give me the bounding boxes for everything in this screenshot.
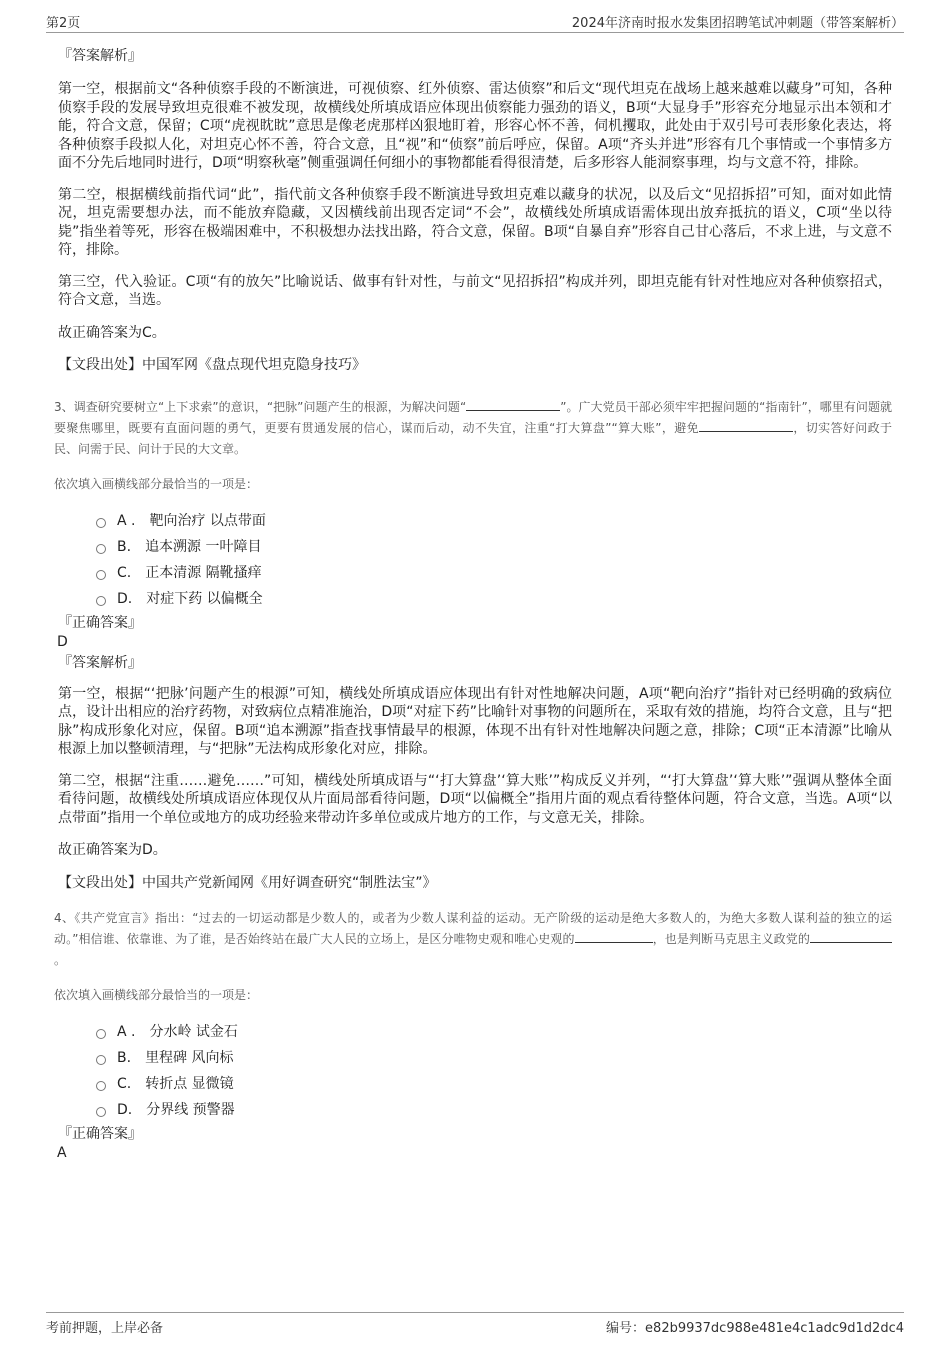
- q3-stem-b: ”。广大党员干部必须牢牢把握问题的“指南针”，哪里有问题就要聚焦哪里，既要有直面问题的勇气，更要有贯通发展的信心，谋而后动，动不失宜，注重“打大算盘”“算大账”，避免: [54, 399, 892, 435]
- q3-source: 【文段出处】中国共产党新闻网《用好调查研究“制胜法宝”》: [58, 874, 437, 891]
- page-header: [46, 10, 904, 33]
- q3-analysis-label: 『答案解析』: [58, 654, 142, 671]
- q4-stem-b: ，也是判断马克思主义政党的: [652, 932, 810, 946]
- document-title: 2024年济南时报水发集团招聘笔试冲刺题（带答案解析）: [571, 16, 904, 31]
- q4-answer: A: [57, 1145, 67, 1161]
- q3-stem-a: 3、调查研究要树立“上下求索”的意识，“把脉”问题产生的根源，为解决问题“: [54, 399, 467, 414]
- q2-analysis-label: 『答案解析』: [58, 48, 142, 64]
- radio-icon[interactable]: [96, 544, 106, 554]
- q4-option-c[interactable]: C. 转折点 显微镜: [96, 1071, 892, 1097]
- document-code-value: e82b9937dc988e481e4c1adc9d1d2dc4: [645, 1321, 904, 1336]
- q4-stem-a: 4、《共产党宣言》指出：“过去的一切运动都是少数人的，或者为少数人谋利益的运动。无产阶级的运动是绝大多数人的，为绝大多数人谋利益的独立的运动。”相信谁、依靠谁、为了谁，是否始终站在最广大人民的立场上，是区分唯物史观和唯心史观的: [54, 911, 892, 946]
- q2-conclusion: 故正确答案为C。: [58, 324, 166, 341]
- q3-blank-1: [466, 410, 560, 411]
- document-code-label: 编号：: [606, 1321, 646, 1336]
- q3-analysis-p1: 第一空，根据“‘把脉’问题产生的根源”可知，横线处所填成语应体现出有针对性地解决问题，A项“靶向治疗”指针对已经明确的致病位点，设计出相应的治疗药物，对致病位点精准施治，D项“对症下药”比喻针对事物的问题所在，采取有效的措施，均符合文意，且与“把脉”构成形象化对应，保留。B项“追本溯源”指查找事情最早的根源，体现不出有针对性地解决问题之意，排除；C项“正本清源”比喻从根源上加以整顿清理，与“把脉”无法构成形象化对应，排除。: [58, 685, 892, 757]
- q3-options: [96, 508, 892, 612]
- footer-slogan: 考前押题，上岸必备: [46, 1321, 164, 1336]
- q4-option-d[interactable]: D. 分界线 预警器: [96, 1097, 892, 1123]
- radio-icon[interactable]: [96, 1107, 106, 1117]
- q4-option-b[interactable]: B. 里程碑 风向标: [96, 1045, 892, 1071]
- q4-instruction: 依次填入画横线部分最恰当的一项是：: [54, 988, 259, 1002]
- q3-correct-label: 『正确答案』: [58, 614, 142, 631]
- q4-blank-2: [810, 942, 892, 943]
- q4-stem: [54, 908, 892, 971]
- document-code: [606, 1317, 904, 1336]
- page-number: 第2页: [46, 16, 81, 31]
- radio-icon[interactable]: [96, 1055, 106, 1065]
- q3-option-d[interactable]: D. 对症下药 以偏概全: [96, 586, 892, 612]
- document-body: [54, 44, 892, 1162]
- radio-icon[interactable]: [96, 596, 106, 606]
- q3-conclusion: 故正确答案为D。: [58, 842, 167, 858]
- radio-icon[interactable]: [96, 518, 106, 528]
- q4-correct-label: 『正确答案』: [58, 1126, 142, 1142]
- q4-stem-c: 。: [54, 953, 67, 967]
- q3-option-c[interactable]: C. 正本清源 隔靴搔痒: [96, 560, 892, 586]
- page-footer: [46, 1312, 904, 1337]
- q3-option-a[interactable]: A . 靶向治疗 以点带面: [96, 508, 892, 534]
- q2-analysis-p2: 第二空，根据横线前指代词“此”，指代前文各种侦察手段不断演进导致坦克难以藏身的状况，以及后文“见招拆招”可知，面对如此情况，坦克需要想办法，而不能放弃隐藏，又因横线前出现否定词“不会”，故横线处所填成语需体现出放弃抵抗的语义，C项“坐以待毙”指坐着等死，形容在极端困难中，不积极想办法找出路，符合文意，保留。B项“自暴自弃”形容自己甘心落后，不求上进，与文意不符，排除。: [58, 186, 892, 258]
- q2-analysis-p1: 第一空，根据前文“各种侦察手段的不断演进，可视侦察、红外侦察、雷达侦察”和后文“现代坦克在战场上越来越难以藏身”可知，各种侦察手段的发展导致坦克很难不被发现，故横线处所填成语应体现出侦察能力强劲的语义，B项“大显身手”形容充分地显示出本领和才能，符合文意，保留；C项“虎视眈眈”意思是像老虎那样凶狠地盯着，形容心怀不善，伺机攫取，此处由于双引号可表形象化表达，将各种侦察手段拟人化，对坦克心怀不善，符合文意，且“视”和“侦察”前后呼应，保留。A项“齐头并进”形容有几个事情或一个事情多方面不分先后地同时进行，D项“明察秋毫”侧重强调任何细小的事物都能看得很清楚，后多形容人能洞察事理，均与文意不符，排除。: [58, 81, 892, 171]
- q3-answer: D: [57, 633, 68, 650]
- radio-icon[interactable]: [96, 1081, 106, 1091]
- q3-blank-2: [699, 431, 793, 432]
- q2-analysis-p3: 第三空，代入验证。C项“有的放矢”比喻说话、做事有针对性，与前文“见招拆招”构成并列，即坦克能有针对性地应对各种侦察招式，符合文意，当选。: [58, 273, 892, 308]
- q4-options: [96, 1019, 892, 1123]
- radio-icon[interactable]: [96, 570, 106, 580]
- radio-icon[interactable]: [96, 1029, 106, 1039]
- q3-instruction: 依次填入画横线部分最恰当的一项是：: [54, 476, 259, 491]
- q3-stem-c: ，切实答好问政于民、问需于民、问计于民的大文章。: [54, 420, 892, 456]
- q4-option-a[interactable]: A . 分水岭 试金石: [96, 1019, 892, 1045]
- q3-option-b[interactable]: B. 追本溯源 一叶障目: [96, 534, 892, 560]
- q4-blank-1: [575, 942, 653, 943]
- q3-analysis-p2: 第二空，根据“注重……避免……”可知，横线处所填成语与“‘打大算盘’‘算大账’”构成反义并列，“‘打大算盘’‘算大账’”强调从整体全面看待问题，故横线处所填成语应体现仅从片面局部看待问题，D项“以偏概全”指用片面的观点看待整体问题，符合文意，当选。A项“以点带面”指用一个单位或地方的成功经验来带动许多单位或成片地方的工作，与文意无关，排除。: [58, 772, 892, 826]
- q3-stem: [54, 397, 892, 460]
- q2-source: 【文段出处】中国军网《盘点现代坦克隐身技巧》: [58, 357, 366, 373]
